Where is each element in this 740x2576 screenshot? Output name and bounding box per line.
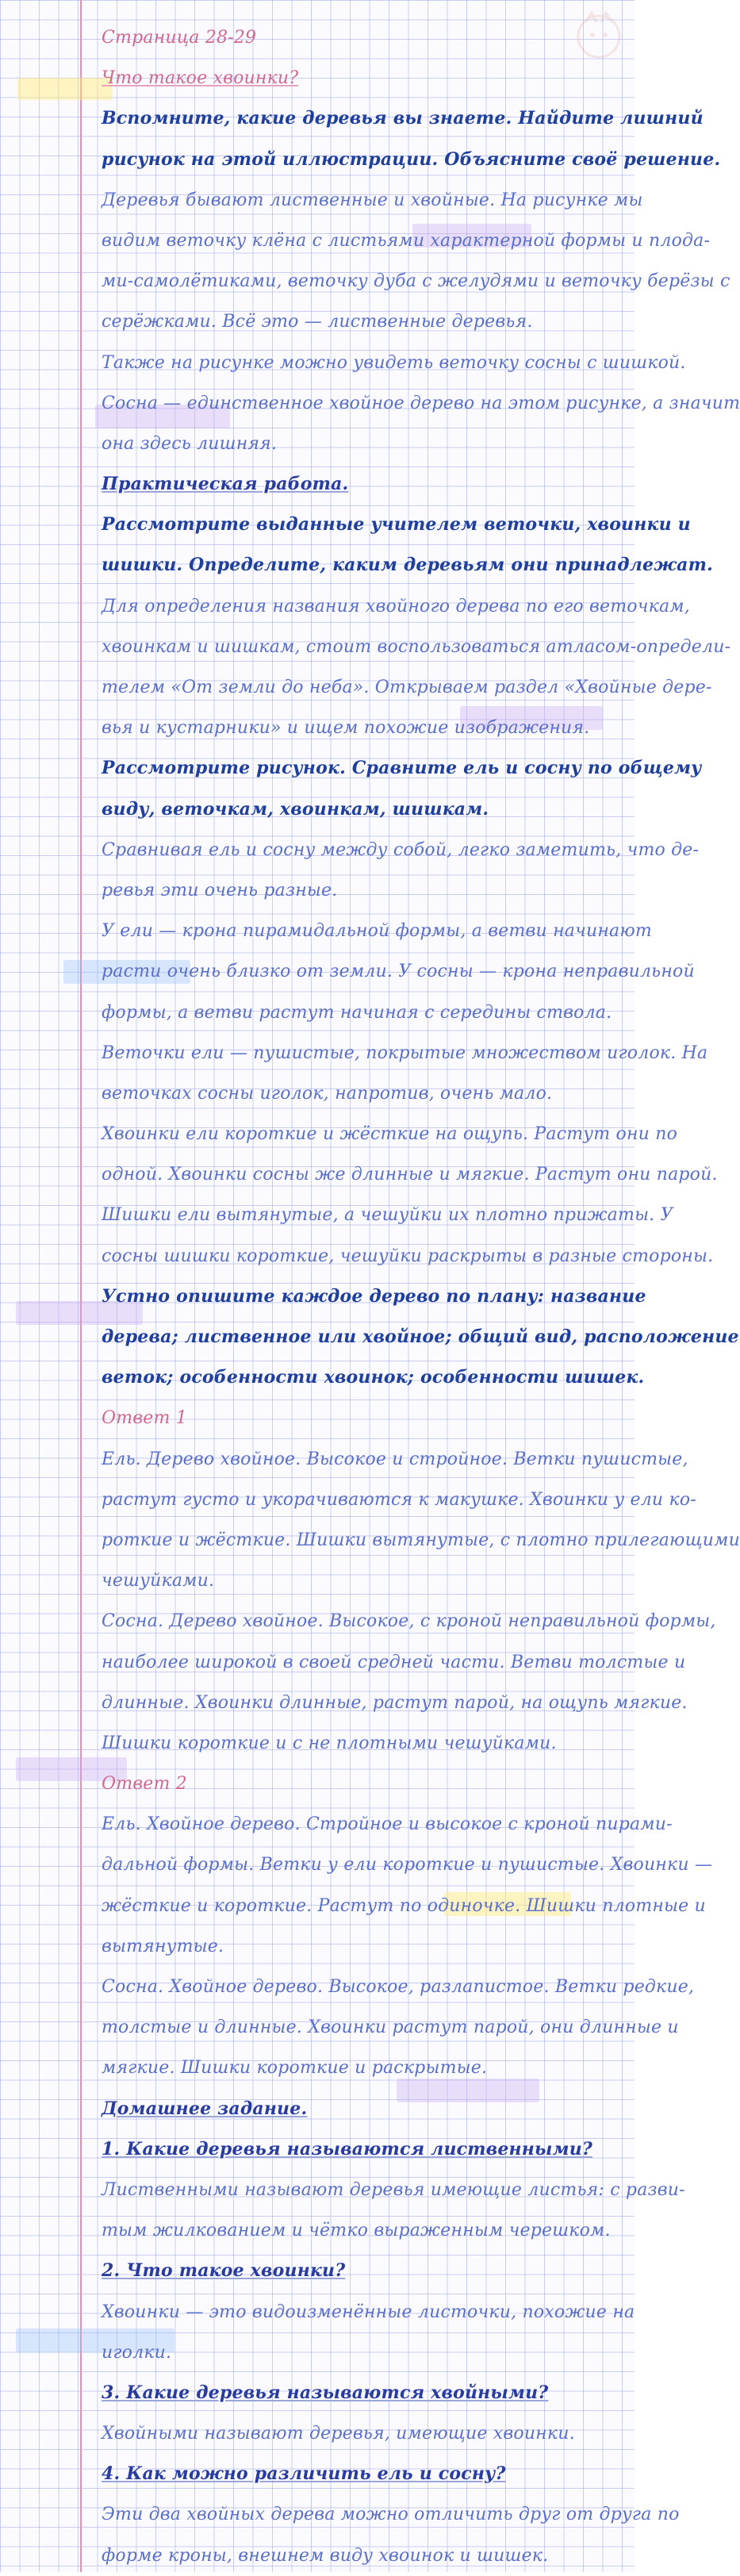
task-line: 3. Какие деревья называются хвойными? xyxy=(102,2382,549,2403)
answer-line: Ель. Хвойное дерево. Стройное и высокое с кроной пирами- xyxy=(102,1814,673,1835)
answer-line: Сосна — единственное хвойное дерево на этом рисунке, а значит xyxy=(102,393,740,413)
answer-line: Шишки короткие и с не плотными чешуйками. xyxy=(102,1733,557,1753)
task-line: Вспомните, какие деревья вы знаете. Найдите лишний xyxy=(102,108,704,129)
answer-line: иголки. xyxy=(102,2342,172,2363)
answer-line: У ели — крона пирамидальной формы, а ветви начинают xyxy=(102,921,652,942)
task-line: Рассмотрите выданные учителем веточки, хвоинки и xyxy=(102,514,691,536)
task-line: виду, веточкам, хвоинкам, шишкам. xyxy=(102,798,489,820)
answer-line: Хвоинки — это видоизменённые листочки, похожие на xyxy=(102,2302,635,2322)
answer-line: форме кроны, внешнем виду хвоинок и шишек. xyxy=(102,2545,549,2566)
answer-line: Сравнивая ель и сосну между собой, легко заметить, что де- xyxy=(102,839,700,860)
answer-line: толстые и длинные. Хвоинки растут парой, они длинные и xyxy=(102,2017,679,2038)
answer-line: она здесь лишняя. xyxy=(102,433,278,454)
text-lines xyxy=(102,98,740,2575)
answer-line: вья и кустарники» и ищем похожие изображения. xyxy=(102,718,590,739)
answer-line: чешуйками. xyxy=(102,1571,215,1591)
task-line: веток; особенности хвоинок; особенности шишек. xyxy=(102,1367,645,1388)
answer-line: одной. Хвоинки сосны же длинные и мягкие. Растут они парой. xyxy=(102,1165,718,1185)
task-line: дерева; лиственное или хвойное; общий вид, расположение xyxy=(102,1326,739,1347)
answer-label: Ответ 2 xyxy=(102,1774,187,1795)
task-line: Практическая работа. xyxy=(102,474,349,495)
answer-line: Лиственными называют деревья имеющие листья: с разви- xyxy=(102,2179,685,2200)
answer-line: хвоинкам и шишкам, стоит воспользоваться атласом-определи- xyxy=(102,636,731,657)
answer-line: Сосна. Хвойное дерево. Высокое, разлапистое. Ветки редкие, xyxy=(102,1977,695,1997)
answer-line: растут густо и укорачиваются к макушке. Хвоинки у ели ко- xyxy=(102,1489,696,1510)
answer-line: Хвойными называют деревья, имеющие хвоинки. xyxy=(102,2424,575,2444)
watermark-highlight xyxy=(17,78,113,100)
answer-line: наиболее широкой в своей средней части. Ветви толстые и xyxy=(102,1652,686,1672)
task-line: Рассмотрите рисунок. Сравните ель и сосну по общему xyxy=(102,758,702,779)
answer-line: Сосна. Дерево хвойное. Высокое, с кроной неправильной формы, xyxy=(102,1611,716,1632)
answer-line: серёжками. Всё это — лиственные деревья. xyxy=(102,312,533,332)
answer-line: роткие и жёсткие. Шишки вытянутые, с плотно прилегающими xyxy=(102,1530,740,1550)
answer-line: Эти два хвойных дерева можно отличить друг от друга по xyxy=(102,2505,680,2525)
answer-line: длинные. Хвоинки длинные, растут парой, на ощупь мягкие. xyxy=(102,1692,688,1713)
answer-line: ми-самолётиками, веточку дуба с желудями и веточку берёзы с xyxy=(102,271,730,292)
task-line: 4. Как можно различить ель и сосну? xyxy=(102,2463,506,2485)
task-line: 1. Какие деревья называются лиственными? xyxy=(102,2138,593,2159)
answer-line: телем «От земли до неба». Открываем раздел «Хвойные дере- xyxy=(102,678,712,697)
answer-label: Ответ 1 xyxy=(102,1408,187,1429)
answer-line: Также на рисунке можно увидеть веточку сосны с шишкой. xyxy=(102,352,686,373)
answer-line: ревья эти очень разные. xyxy=(102,880,338,900)
page-reference: Страница 28-29 xyxy=(102,28,257,48)
answer-line: дальной формы. Ветки у ели короткие и пушистые. Хвоинки — xyxy=(102,1855,713,1875)
task-line: Устно опишите каждое дерево по плану: название xyxy=(102,1285,646,1307)
answer-line: Веточки ели — пушистые, покрытые множеством иголок. На xyxy=(102,1042,708,1063)
task-line: рисунок на этой иллюстрации. Объясните своё решение. xyxy=(102,148,721,170)
answers-content xyxy=(102,17,740,2576)
task-line: 2. Что такое хвоинки? xyxy=(102,2260,346,2282)
topic-title: Что такое хвоинки? xyxy=(102,68,299,89)
answer-line: Для определения названия хвойного дерева по его веточкам, xyxy=(102,596,690,616)
answer-line: мягкие. Шишки короткие и раскрытые. xyxy=(102,2058,488,2079)
answer-line: веточках сосны иголок, напротив, очень мало. xyxy=(102,1083,553,1104)
answer-line: формы, а ветви растут начиная с середины ствола. xyxy=(102,1002,612,1023)
answer-line: Шишки ели вытянутые, а чешуйки их плотно прижаты. У xyxy=(102,1205,673,1226)
answer-line: сосны шишки короткие, чешуйки раскрыты в разные стороны. xyxy=(102,1246,714,1266)
answer-line: жёсткие и короткие. Растут по одиночке. Шишки плотные и xyxy=(102,1895,706,1916)
task-line: шишки. Определите, каким деревьям они принадлежат. xyxy=(102,555,713,576)
answer-line: Деревья бывают лиственные и хвойные. На рисунке мы xyxy=(102,190,643,210)
answer-line: тым жилкованием и чётко выраженным черешком. xyxy=(102,2221,611,2241)
answer-line: вытянутые. xyxy=(102,1936,224,1956)
answer-line: Хвоинки ели короткие и жёсткие на ощупь. Растут они по xyxy=(102,1124,678,1145)
answer-line: Ель. Дерево хвойное. Высокое и стройное. Ветки пушистые, xyxy=(102,1449,688,1469)
answer-line: видим веточку клёна с листьями характерной формы и плодa- xyxy=(102,230,711,251)
margin-line xyxy=(80,0,82,2572)
answer-line: расти очень близко от земли. У сосны — крона неправильной xyxy=(102,962,695,982)
task-line: Домашнее задание. xyxy=(102,2098,308,2119)
